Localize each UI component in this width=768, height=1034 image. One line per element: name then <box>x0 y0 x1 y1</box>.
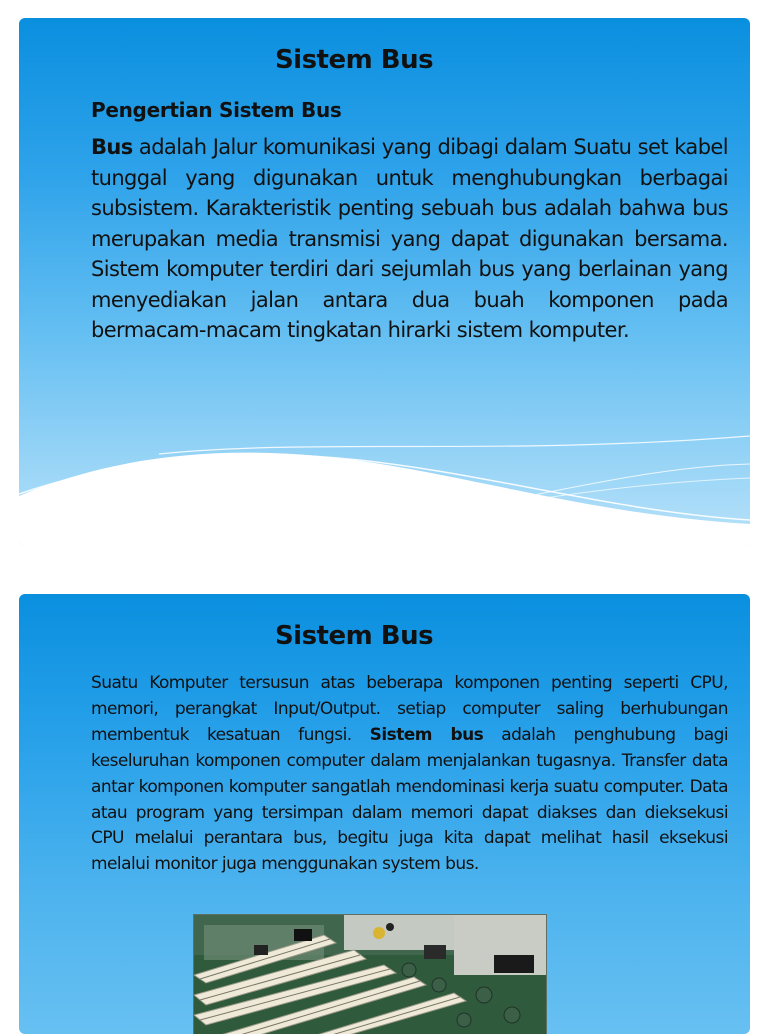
body-text-after: adalah penghubung bagi keseluruhan komponen computer dalam menjalankan tugasnya. Transfer data antar komponen komputer sangatlah mendominasi kerja suatu computer. Data atau program yang tersimpan dalam memori dapat diakses dan dieksekusi CPU melalui perantara bus, begitu juga kita dapat melihat hasil eksekusi melalui monitor juga menggunakan system bus. <box>91 724 728 875</box>
body-bold-term: Bus <box>91 135 133 159</box>
motherboard-photo <box>193 914 547 1034</box>
motherboard-image <box>194 915 546 1034</box>
body-text-before: Suatu Komputer tersusun atas beberapa komponen penting seperti CPU, memori, perangkat Input/Output. setiap computer saling berhubungan membentuk kesatuan fungsi. <box>91 673 728 745</box>
wave-line-2 <box>159 436 750 454</box>
body-bold-term: Sistem bus <box>369 724 484 745</box>
slide-subtitle: Pengertian Sistem Bus <box>91 98 342 122</box>
slide-body-text <box>91 671 728 878</box>
body-text-rest: adalah Jalur komunikasi yang dibagi dalam Suatu set kabel tunggal yang digunakan untuk menghubungkan berbagai subsistem. Karakteristik penting sebuah bus adalah bahwa bus merupakan media transmisi yang dapat digunakan bersama. Sistem komputer terdiri dari sejumlah bus yang berlainan yang menyediakan jalan antara dua buah komponen pada bermacam-macam tingkatan hirarki sistem komputer. <box>91 135 728 342</box>
wave-decoration <box>19 416 750 546</box>
slide-title: Sistem Bus <box>274 621 434 651</box>
slide-2 <box>19 594 750 1034</box>
slide-body-text <box>91 132 728 346</box>
slide-1 <box>19 18 750 546</box>
slide-title: Sistem Bus <box>274 45 434 75</box>
